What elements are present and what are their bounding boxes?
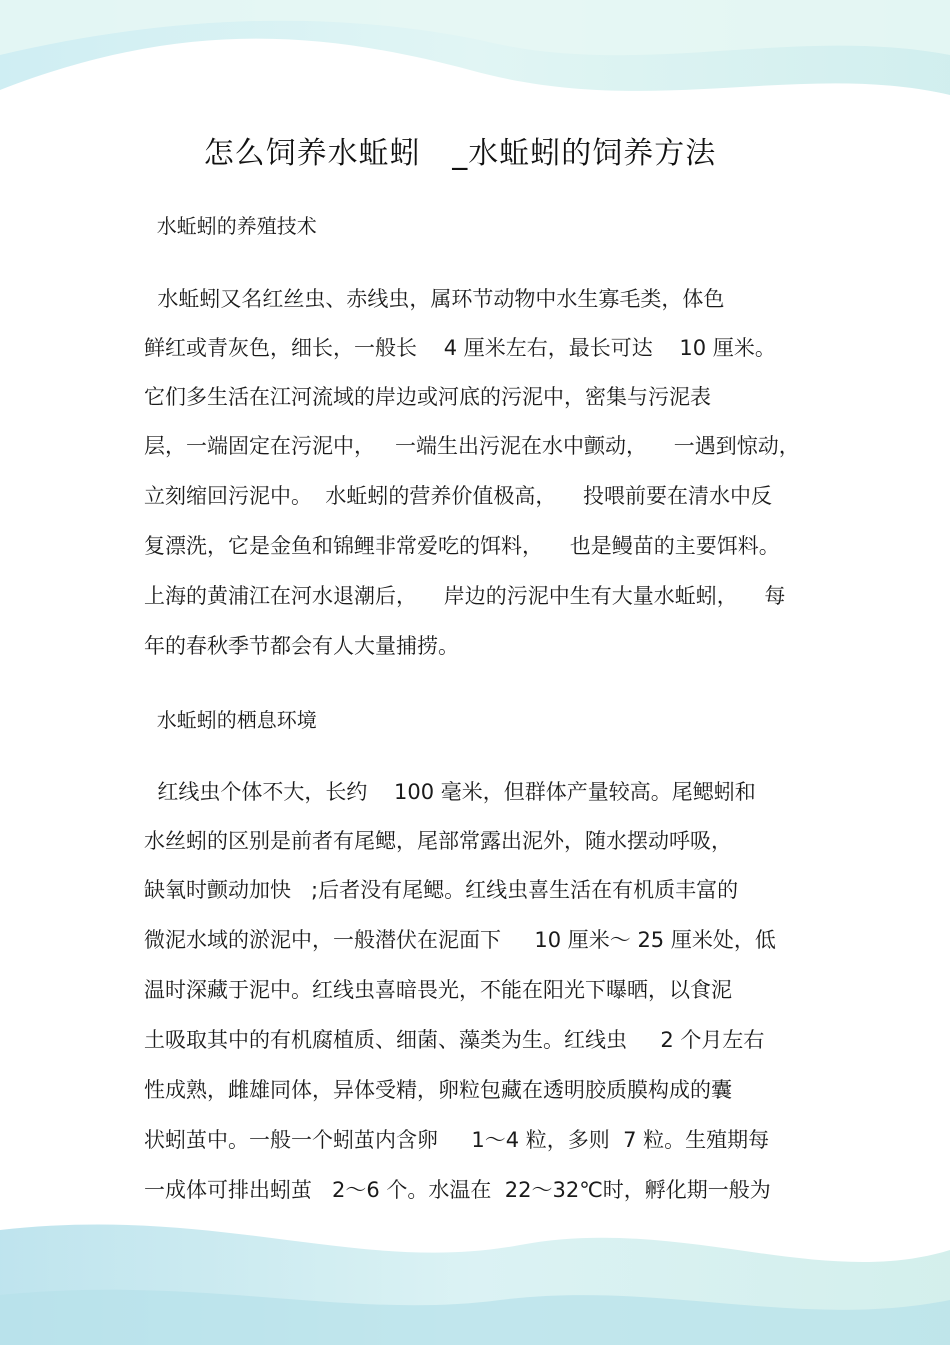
- paragraph-line: 性成熟，雌雄同体，异体受精，卵粒包藏在透明胶质膜构成的囊: [144, 1078, 732, 1102]
- paragraph-line: 微泥水域的淤泥中，一般潜伏在泥面下 10 厘米～ 25 厘米处，低: [144, 928, 776, 952]
- paragraph-line: 一成体可排出蚓茧 2～6 个。水温在 22～32℃时，孵化期一般为: [144, 1178, 771, 1202]
- section-heading: 水蚯蚓的栖息环境: [144, 708, 317, 732]
- page-title: 怎么饲养水蚯蚓 _水蚯蚓的饲养方法: [203, 136, 717, 171]
- paragraph-line: 状蚓茧中。一般一个蚓茧内含卵 1～4 粒，多则 7 粒。生殖期每: [144, 1128, 770, 1152]
- paragraph-line: 土吸取其中的有机腐植质、细菌、藻类为生。红线虫 2 个月左右: [144, 1028, 765, 1052]
- paragraph-line: 它们多生活在江河流域的岸边或河底的污泥中，密集与污泥表: [144, 385, 711, 409]
- paragraph-line: 层，一端固定在污泥中， 一端生出污泥在水中颤动， 一遇到惊动，: [144, 434, 800, 458]
- paragraph-line: 鲜红或青灰色，细长，一般长 4 厘米左右，最长可达 10 厘米。: [144, 336, 776, 360]
- paragraph-line: 水丝蚓的区别是前者有尾鳃，尾部常露出泥外，随水摆动呼吸，: [144, 829, 732, 853]
- paragraph-line: 红线虫个体不大，长约 100 毫米，但群体产量较高。尾鳃蚓和: [144, 780, 756, 804]
- paragraph-line: 水蚯蚓又名红丝虫、赤线虫，属环节动物中水生寡毛类，体色: [144, 287, 725, 311]
- paragraph-line: 上海的黄浦江在河水退潮后， 岸边的污泥中生有大量水蚯蚓， 每: [144, 584, 786, 608]
- paragraph-line: 立刻缩回污泥中。 水蚯蚓的营养价值极高， 投喂前要在清水中反: [144, 484, 773, 508]
- paragraph-line: 复漂洗，它是金鱼和锦鲤非常爱吃的饵料， 也是鳗苗的主要饵料。: [144, 534, 780, 558]
- paragraph-line: 温时深藏于泥中。红线虫喜暗畏光，不能在阳光下曝晒，以食泥: [144, 978, 732, 1002]
- section-heading: 水蚯蚓的养殖技术: [144, 214, 317, 238]
- paragraph-line: 缺氧时颤动加快 ;后者没有尾鳃。红线虫喜生活在有机质丰富的: [144, 878, 739, 902]
- paragraph-line: 年的春秋季节都会有人大量捕捞。: [144, 634, 459, 658]
